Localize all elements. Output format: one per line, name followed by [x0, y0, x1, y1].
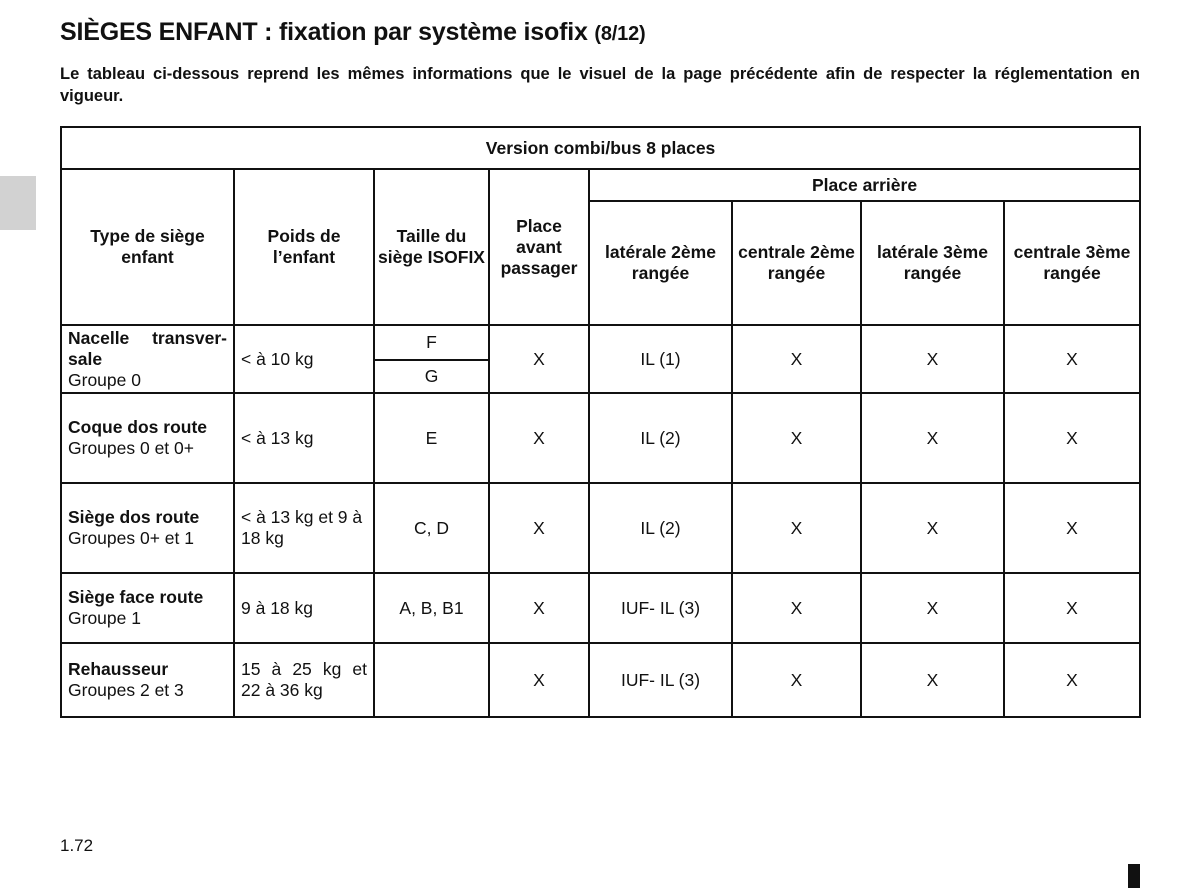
central-row2-cell: X	[732, 483, 861, 573]
weight-line: 22 à 36 kg	[241, 680, 323, 700]
weight-line: 15 à 25 kg et	[241, 659, 367, 679]
front-passenger-cell: X	[489, 643, 589, 717]
seat-group: Groupe 1	[68, 608, 141, 628]
isofix-size-cell: A, B, B1	[374, 573, 489, 643]
header-type: Type de siège enfant	[61, 169, 234, 325]
central-row3-cell: X	[1004, 483, 1140, 573]
page-number: 1.72	[60, 836, 94, 855]
page-counter: (8/12)	[594, 23, 646, 45]
weight-cell: < à 10 kg	[234, 325, 374, 393]
isofix-size-cell: C, D	[374, 483, 489, 573]
central-row2-cell: X	[732, 643, 861, 717]
header-rear-seats: Place arrière	[589, 169, 1140, 201]
page-title	[60, 18, 645, 47]
header-central-row3: centrale 3ème rangée	[1004, 201, 1140, 325]
header-lateral-row3: latérale 3ème rangée	[861, 201, 1004, 325]
seat-type-cell	[61, 325, 234, 393]
lateral-row2-cell: IUF- IL (3)	[589, 643, 732, 717]
table-row	[61, 393, 1140, 483]
central-row3-cell: X	[1004, 393, 1140, 483]
isofix-size-cell: E	[374, 393, 489, 483]
lateral-row3-cell: X	[861, 573, 1004, 643]
front-passenger-cell: X	[489, 325, 589, 393]
seat-type-cell	[61, 643, 234, 717]
central-row2-cell: X	[732, 573, 861, 643]
table-row	[61, 483, 1140, 573]
central-row3-cell: X	[1004, 643, 1140, 717]
front-passenger-cell: X	[489, 573, 589, 643]
lateral-row2-cell: IL (1)	[589, 325, 732, 393]
weight-cell	[234, 643, 374, 717]
lateral-row3-cell: X	[861, 393, 1004, 483]
weight-cell: < à 13 kg et 9 à 18 kg	[234, 483, 374, 573]
seat-group: Groupes 2 et 3	[68, 680, 184, 700]
lateral-row3-cell: X	[861, 643, 1004, 717]
table-header-row	[61, 169, 1140, 201]
lateral-row2-cell: IUF- IL (3)	[589, 573, 732, 643]
page-title-text: SIÈGES ENFANT : fixation par système isofix	[60, 18, 588, 46]
lateral-row3-cell: X	[861, 483, 1004, 573]
central-row3-cell: X	[1004, 573, 1140, 643]
seat-type-name: Coque dos route	[68, 417, 208, 437]
intro-paragraph: Le tableau ci-dessous reprend les mêmes informations que le visuel de la page précédente afin de respecter la réglementation en vigueur.	[60, 65, 1140, 105]
header-front-passenger: Place avant passager	[489, 169, 589, 325]
front-passenger-cell: X	[489, 393, 589, 483]
seat-type-cell	[61, 483, 234, 573]
seat-type-name-cont: sale	[68, 348, 103, 369]
central-row3-cell: X	[1004, 325, 1140, 393]
isofix-size-cell: F	[374, 325, 489, 360]
header-isofix-size: Taille du siège ISOFIX	[374, 169, 489, 325]
isofix-size-cell	[374, 643, 489, 717]
isofix-table	[60, 126, 1141, 718]
seat-group: Groupe 0	[68, 369, 141, 390]
table-row	[61, 643, 1140, 717]
chapter-tab	[0, 176, 36, 230]
seat-type-name: Nacelle transver-	[68, 327, 227, 348]
central-row2-cell: X	[732, 325, 861, 393]
header-central-row2: centrale 2ème rangée	[732, 201, 861, 325]
lateral-row2-cell: IL (2)	[589, 393, 732, 483]
seat-group: Groupes 0 et 0+	[68, 438, 194, 458]
table-caption-row	[61, 127, 1140, 169]
seat-group: Groupes 0+ et 1	[68, 528, 194, 548]
seat-type-cell	[61, 393, 234, 483]
table-row	[61, 325, 1140, 360]
seat-type-name: Siège face route	[68, 587, 204, 607]
lateral-row3-cell: X	[861, 325, 1004, 393]
header-lateral-row2: latérale 2ème rangée	[589, 201, 732, 325]
front-passenger-cell: X	[489, 483, 589, 573]
table-caption: Version combi/bus 8 places	[61, 127, 1140, 169]
central-row2-cell: X	[732, 393, 861, 483]
seat-type-cell	[61, 573, 234, 643]
weight-cell: 9 à 18 kg	[234, 573, 374, 643]
weight-cell: < à 13 kg	[234, 393, 374, 483]
header-weight: Poids de l’enfant	[234, 169, 374, 325]
page-corner-mark	[1128, 864, 1140, 888]
table-row	[61, 573, 1140, 643]
lateral-row2-cell: IL (2)	[589, 483, 732, 573]
seat-type-name: Rehausseur	[68, 659, 169, 679]
seat-type-name: Siège dos route	[68, 507, 200, 527]
isofix-size-cell: G	[374, 360, 489, 393]
